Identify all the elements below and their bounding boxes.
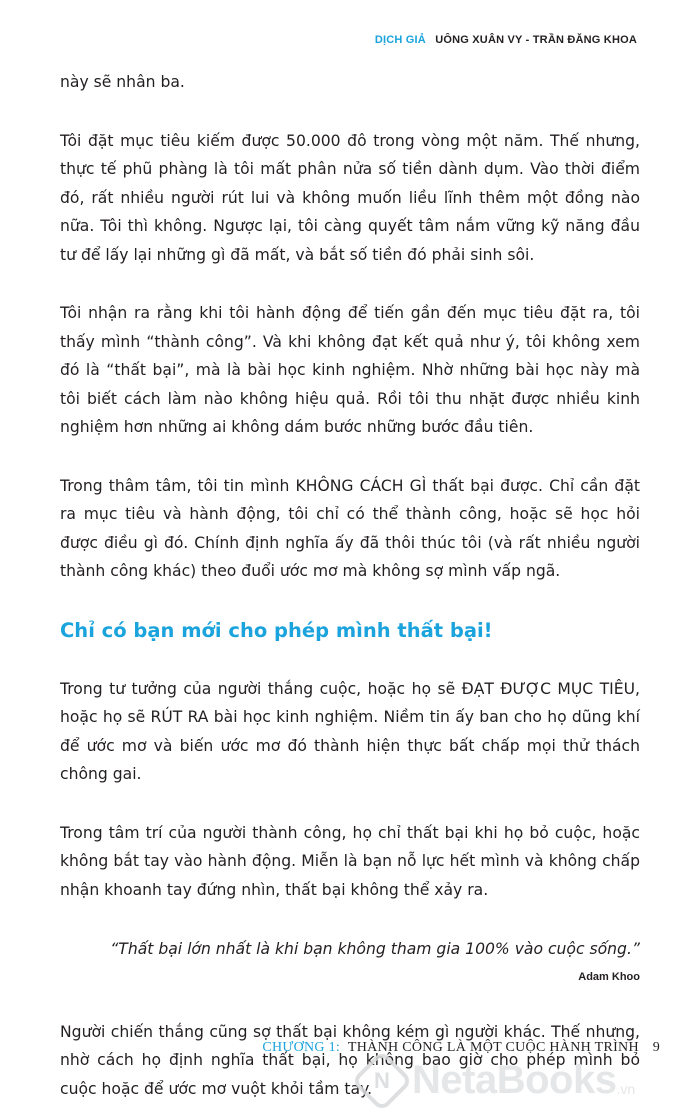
translator-label: DỊCH GIẢ [374, 34, 426, 46]
paragraph: Tôi đặt mục tiêu kiếm được 50.000 đô trong vòng một năm. Thế nhưng, thực tế phũ phàng là tôi mất phân nửa số tiền dành dụm. Vào thời điểm đó, rất nhiều người rút lui và không muốn liều lĩnh thêm một đồng nào nữa. Tôi thì không. Ngược lại, tôi càng quyết tâm nắm vững kỹ năng đầu tư để lấy lại những gì đã mất, và bắt số tiền đó phải sinh sôi. [60, 131, 640, 264]
paragraph: Trong thâm tâm, tôi tin mình KHÔNG CÁCH GÌ thất bại được. Chỉ cần đặt ra mục tiêu và hành động, tôi chỉ có thể thành công, hoặc sẽ học hỏi được điều gì đó. Chính định nghĩa ấy đã thôi thúc tôi (và rất nhiều người thành công khác) theo đuổi ước mơ mà không sợ mình vấp ngã. [60, 476, 640, 580]
section-heading: Chỉ có bạn mới cho phép mình thất bại! [60, 618, 493, 642]
running-footer [262, 1040, 660, 1056]
paragraph: Trong tâm trí của người thành công, họ chỉ thất bại khi họ bỏ cuộc, hoặc không bắt tay vào hành động. Miễn là bạn nỗ lực hết mình và không chấp nhận khoanh tay đứng nhìn, thất bại không thể xảy ra. [60, 823, 640, 899]
paragraph: Trong tư tưởng của người thắng cuộc, hoặc họ sẽ ĐẠT ĐƯỢC MỤC TIÊU, hoặc họ sẽ RÚT RA bài học kinh nghiệm. Niềm tin ấy ban cho họ dũng khí để ước mơ và biến ước mơ đó thành hiện thực bất chấp mọi thử thách chông gai. [60, 679, 640, 783]
netabooks-logo-icon [351, 1049, 413, 1111]
chapter-label: CHƯƠNG 1: [262, 1040, 341, 1055]
page-number: 9 [652, 1040, 660, 1055]
running-header [375, 34, 637, 46]
watermark [360, 1058, 635, 1103]
logo-letter: N [374, 1067, 390, 1093]
page-body [60, 68, 640, 1103]
translator-names: UÔNG XUÂN VY - TRẦN ĐĂNG KHOA [435, 34, 637, 46]
quote-author: Adam Khoo [578, 970, 640, 983]
quote-text: “Thất bại lớn nhất là khi bạn không tham gia 100% vào cuộc sống.” [110, 940, 640, 958]
paragraph-continued: này sẽ nhân ba. [60, 73, 185, 91]
watermark-suffix: .vn [616, 1081, 636, 1097]
chapter-title: THÀNH CÔNG LÀ MỘT CUỘC HÀNH TRÌNH [347, 1040, 639, 1055]
paragraph: Người chiến thắng cũng sợ thất bại không kém gì người khác. Thế nhưng, nhờ cách họ định nghĩa thất bại, họ không bao giờ cho phép mình bỏ cuộc hoặc để ước mơ vuột khỏi tầm tay. [60, 1022, 640, 1098]
watermark-text: NetaBooks [412, 1058, 617, 1102]
paragraph: Tôi nhận ra rằng khi tôi hành động để tiến gần đến mục tiêu đặt ra, tôi thấy mình “thành công”. Và khi không đạt kết quả như ý, tôi không xem đó là “thất bại”, mà là bài học kinh nghiệm. Nhờ những bài học này mà tôi biết cách làm nào không hiệu quả. Rồi tôi thu nhặt được nhiều kinh nghiệm hơn những ai không dám bước những bước đầu tiên. [60, 304, 640, 436]
